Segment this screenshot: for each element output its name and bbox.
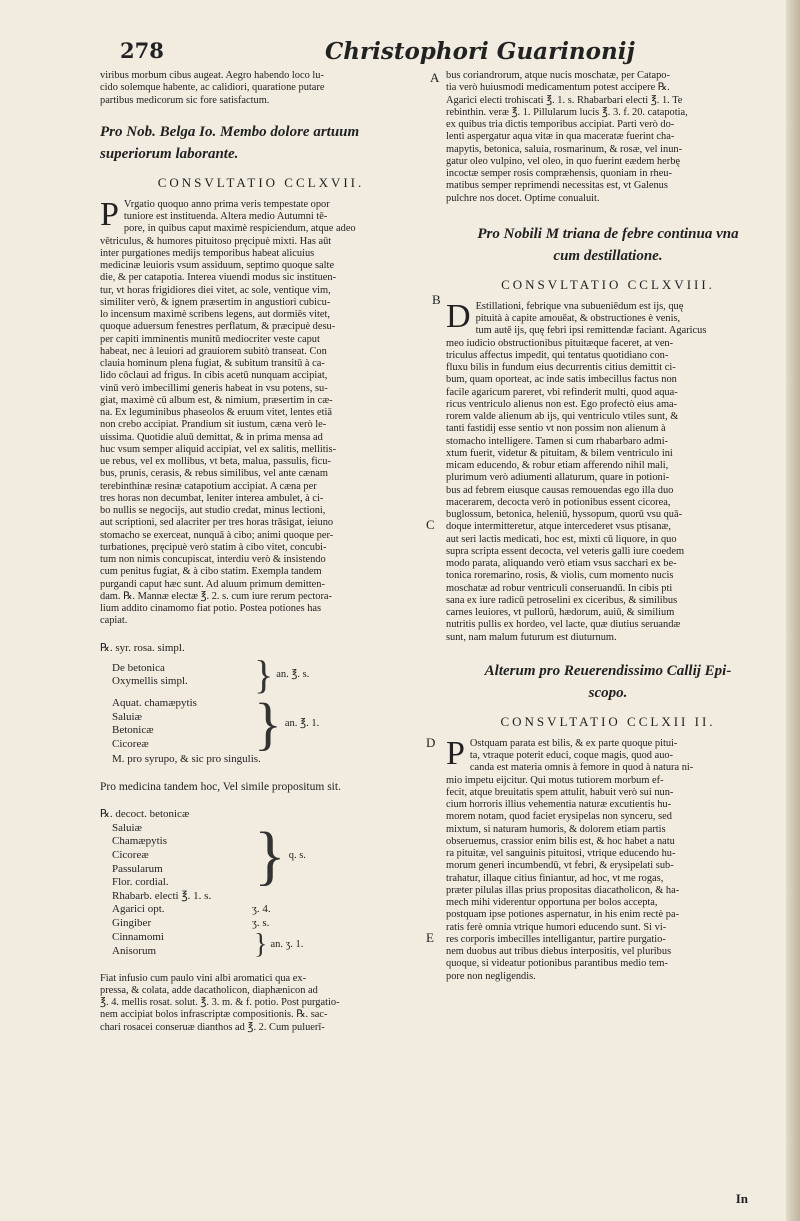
text-line: lium addito cinamomo fiat potio. Postea potiones has <box>100 603 322 614</box>
recipe-ingredient: Rhabarb. electi ℥. 1. s. <box>112 889 212 902</box>
text-line: plurimum verò adiumenti allaturum, quare in potioni- <box>446 472 670 484</box>
text-line: tum non nimis concupiscat, interdiu verò & insistendo <box>100 554 326 565</box>
text-line: chari rosacei conseruæ dianthos ad ℥. 2. Cum puluerī- <box>100 1021 325 1033</box>
text-line: medicinæ leuioris vsum assiduum, septimo quoque salte <box>100 260 335 271</box>
text-line: carnes leuiores, vt pullorū, hædorum, auiū, & similium <box>446 607 675 618</box>
text-line: quoque aduersum fenestres perflatum, & præcipuè desu- <box>100 321 336 333</box>
text-line: modo parata, aliquando verò etiam vsus sacchari ex be- <box>446 558 677 569</box>
text-line: Pro Nob. Belga Io. Membo dolore artuum <box>100 123 360 140</box>
recipe-ingredient: Betonicæ <box>112 724 154 737</box>
paragraph-2: Pro medicina tandem hoc, Vel simile propositum sit. <box>100 780 341 793</box>
text-line: pore, in quibus caput maximè respiciendum, atque adeo <box>123 223 356 235</box>
consultation-title-3: CONSVLTATIO CCLXII II. <box>500 713 716 729</box>
text-line: mapytis, betonica, saluia, rosmarinum, & rosæ, vel inun- <box>446 143 683 155</box>
recipe-1-group-2-items <box>112 697 252 751</box>
text-line: mech mihi viderentur opportuna per bolos accepta, <box>446 897 658 908</box>
text-line: huc vsum semper aliquid accipiat, vel ex salitis, mellitis- <box>100 443 337 455</box>
text-line: fecit, atque breuitatis spem attulit, habuit verò sui nun- <box>446 786 674 798</box>
recipe-1-last: M. pro syrupo, & sic pro singulis. <box>112 753 261 766</box>
recipe-1-group-1-items <box>112 662 252 689</box>
text-line: cido solemque habente, ac calidiori, quaratione putare <box>100 82 325 94</box>
text-line: scopo. <box>588 684 628 701</box>
right-column <box>446 70 770 983</box>
text-line: incoctæ semper rosis compræhensis, quoniam in rheu- <box>446 168 672 179</box>
recipe-2-items <box>112 890 422 931</box>
text-line: nutritis pullis ex hordeo, vel lacte, quæ diutius seruandæ <box>446 619 681 631</box>
text-line: micam educendo, & robur etiam afferendo nihil mali, <box>446 460 669 471</box>
margin-marker-c: C <box>426 517 435 532</box>
text-line: Fiat infusio cum paulo vini albi aromatici qua ex- <box>100 972 307 984</box>
text-line: uissima. Quotidie aluū demittat, & in prima mensa ad <box>100 431 323 443</box>
text-line: bus, prunis, cerasis, & rebus similibus, vel ante cænam <box>100 468 328 480</box>
brace-icon: } <box>254 928 268 960</box>
text-line: bum, quam oporteat, ac inde satis imbecillus factus non <box>446 374 677 386</box>
text-line: facile agaricum pareret, vbi refinderit multi, quod aqua- <box>446 386 678 398</box>
recipe-1-group-2-qty: an. ℥. 1. <box>284 718 320 730</box>
text-line: bo nullis se negocijs, aut studio credat, minus lectioni, <box>100 505 326 516</box>
text-line: pulchre nos docet. Optime conualuit. <box>446 192 600 204</box>
recipe-ingredient: Cicoreæ <box>112 849 149 862</box>
text-line: tanti fastidij esse sentio vt non possim non alienum à <box>446 423 666 435</box>
recipe-1 <box>100 642 422 767</box>
brace-icon: } <box>254 818 286 892</box>
recipe-2-group-2-qty: an. ʒ. 1. <box>270 938 304 950</box>
consultation-title-1: CONSVLTATIO CCLXVII. <box>157 174 365 190</box>
text-line: pituità à capite amouēat, & obstructiones è venis, <box>475 313 681 324</box>
text-line: lo incensum maximè scribens legens, aut dormiēs vitet, <box>100 309 330 320</box>
text-line: na. Ex leguminibus phaseolos & eruum vitet, lentes etiā <box>100 407 333 418</box>
recipe-2-group-1-qty: q. s. <box>288 850 306 862</box>
recipe-2-group-2 <box>112 928 422 960</box>
right-paragraph-1 <box>446 70 770 205</box>
text-line: morum generi incumbendū, vt febri, & erysipelati sub- <box>446 860 674 872</box>
text-line: dam. ℞. Mannæ electæ ℥. 2. s. cum iure rerum pectora- <box>100 590 333 602</box>
text-line: Vrgatio quoquo anno prima veris tempestate opor <box>123 198 330 210</box>
paragraph-3 <box>100 973 422 1034</box>
recipe-ingredient: Saluiæ <box>112 710 142 723</box>
recipe-ingredient: Cinnamomi <box>112 931 164 944</box>
text-line: præter pilulas illas prius propositas diacatholicon, & ha- <box>446 884 680 896</box>
text-line: quoque, si videatur potionibus parantibus medio tem- <box>446 958 668 970</box>
recipe-ingredient: Gingiber <box>112 917 152 930</box>
text-line: triculus affectus impedit, qui tentatus quotidiano con- <box>446 349 669 361</box>
text-line: gatur oleo vulpino, vel oleo, in quo fuerint eædem herbę <box>446 155 681 167</box>
text-line: terebinthinæ resinæ catapotium accipiat. A cæna per <box>100 480 317 492</box>
left-intro-paragraph <box>100 70 422 107</box>
consultation-body-1 <box>100 195 422 628</box>
text-line: lido cōclaui ad frigus. In cibis acetū nunquam accipiat, <box>100 370 328 382</box>
text-line: mixtum, si naturam humoris, & dolorem etiam partis <box>446 823 666 835</box>
page-number: 278 <box>120 38 164 63</box>
right-paragraph-3 <box>446 734 770 983</box>
consultation-body-2 <box>446 297 770 644</box>
text-line: giat, maximè cū album est, & nimium, præsertim in cæ- <box>100 394 333 406</box>
text-line: pressa, & colata, adde dacatholicon, diaphænicon ad <box>100 984 318 996</box>
recipe-ingredient: Flor. cordial. <box>112 876 169 889</box>
recipe-2 <box>100 808 422 958</box>
drop-cap-2: D <box>446 297 471 335</box>
recipe-2-group-2-items <box>112 931 252 958</box>
text-line: nem duobus aut tribus diebus interpositis, vel pluribus <box>446 946 672 957</box>
text-line: obseruemus, crassior enim bilis est, & hoc habet a natu <box>446 835 675 847</box>
text-line: habeat, nec à leuiori ad grauiorem subitò transeat. Con <box>100 345 327 357</box>
text-line: cium horroris illius vehementia naturæ excutientis hu- <box>446 799 672 810</box>
text-line: pore non negligendis. <box>446 970 536 982</box>
consultation-body-3 <box>446 734 770 983</box>
text-line: tuniore est instituenda. Altera medio Autumni tē- <box>123 211 328 222</box>
text-line: tia verò huiusmodi medicamentum potest accipere ℞. <box>446 82 670 94</box>
text-line: ricus ventriculo alienus non est. Ego profectò eius ama- <box>446 398 678 410</box>
catchword: In <box>735 1191 748 1206</box>
text-line: purgandi caput hæc sunt. Ad aluum primum demitten- <box>100 578 325 590</box>
text-line: tur, vt horas frigidiores diei vitet, ac sole, ventique vim, <box>100 284 331 296</box>
text-line: ex quibus tria dictis temporibus accipiat. Parti verò do- <box>446 119 675 130</box>
text-line: res corporis imbecilles intelligantur, partire purgatio- <box>446 933 666 945</box>
recipe-2-group-1-items <box>112 822 252 890</box>
brace-icon: } <box>254 652 274 698</box>
text-line: supra scripta essent decocta, vel veteris galli iure coedem <box>446 545 685 557</box>
text-line: rebinthin. veræ ℥. 1. Pillularum lucis ℥. 3. f. 20. catapotia, <box>446 106 688 118</box>
text-line: non crebo accipiat. Prandium sit iustum, cæna verò le- <box>100 419 327 431</box>
recipe-ingredient-row <box>112 917 422 931</box>
running-title: Christophori Guarinonij <box>325 38 635 65</box>
recipe-2-rx: ℞. decoct. betonicæ <box>100 808 190 821</box>
recipe-1-group-2 <box>112 691 422 757</box>
text-line: stomacho se exerceat, nunquā à cibo; animi quoque per- <box>100 529 334 541</box>
text-line: lenti aspergatur aqua vitæ in qua maceratæ fuerint cha- <box>446 131 675 143</box>
text-line: Estillationi, febrique vna subueniēdum est ijs, quę <box>475 300 684 312</box>
recipe-ingredient: Saluiæ <box>112 821 142 834</box>
text-line: doque intermitteretur, atque intercederet vsus ptisanæ, <box>446 521 671 533</box>
recipe-ingredient: Chamæpytis <box>112 835 168 848</box>
text-line: ra pituitæ, vel sanguinis pituitosi, vtrique educendo hu- <box>446 848 676 859</box>
text-line: ta, vtraque poterit educi, coque magis, quod auo- <box>469 750 674 761</box>
text-line: Agarici electi trohiscati ℥. 1. s. Rhabarbari electi ℥. 1. Te <box>446 94 683 106</box>
recipe-ingredient-row <box>112 890 422 904</box>
page-header <box>120 38 760 70</box>
text-line: nem accipiat bolos infrascriptæ compositionis. ℞. sac- <box>100 1009 328 1021</box>
text-line: ue rebus, vel ex mollibus, vt beta, malua, passulis, ficu- <box>100 456 331 467</box>
text-line: fluxu bilis in fundum eius decurrentis citius demittit ci- <box>446 362 676 373</box>
text-line: sana ex iure radicū petroselini ex ciceribus, & similibus <box>446 594 678 606</box>
text-line: cum penitus fugiat, & à cibo statim. Exempla tandem <box>100 566 322 578</box>
text-line: Pro Nobili M triana de febre continua vna <box>477 225 739 242</box>
text-line: meo iudicio obstructionibus pituitæque faceret, at ven- <box>446 337 674 349</box>
text-line: trahatur, illaque citius finiantur, ad hoc, vt me rogas, <box>446 872 664 884</box>
text-line: buglossum, betonica, heleniū, hyssopum, quorū vsu quā- <box>446 509 683 520</box>
text-line: aut scriptioni, sed alacriter per tres horas trāsigat, ieiuno <box>100 517 334 529</box>
text-line: canda est materia omnis à femore in quod à natura ni- <box>469 762 694 774</box>
recipe-1-group-1-qty: an. ℥. s. <box>276 669 310 681</box>
drop-cap-3: P <box>446 734 465 772</box>
recipe-ingredient: Cicoreæ <box>112 737 149 750</box>
margin-marker-d: D <box>426 735 436 750</box>
text-line: superiorum laborante. <box>100 145 239 162</box>
recipe-1-group-1 <box>112 652 422 698</box>
recipe-ingredient: Anisorum <box>112 944 156 957</box>
text-line: matibus semper reprimendi necessitas est, vt Galenus <box>446 180 668 192</box>
text-line: macerarem, decocta verò in potionibus essent cicorea, <box>446 496 671 508</box>
text-line: bus ad febrem eiusque causas remouendas ego illa duo <box>446 484 674 496</box>
drop-cap-1: P <box>100 195 119 233</box>
left-column <box>100 70 422 1034</box>
text-line: postquam ipse potiones aspernatur, in his enim rectè pa- <box>446 909 680 921</box>
consultation-heading-1 <box>100 121 422 165</box>
text-line: per capiti imminentis munitū mediocriter veste caput <box>100 333 320 345</box>
text-line: partibus medicorum sic fore satisfactum. <box>100 94 270 106</box>
text-line: tum autē ijs, quę febri ipsi remittendæ faciant. Agaricus <box>475 325 707 337</box>
text-line: aut seri lactis medicati, hoc est, mixti cū liquore, in quo <box>446 533 677 545</box>
text-line: tonica roremarino, rosis, & violis, cum momento nucis <box>446 570 674 582</box>
text-line: viribus morbum cibus augeat. Aegro habendo loco lu- <box>100 70 324 81</box>
text-line: tres horas non decumbat, leniter interea ambulet, à ci- <box>100 492 324 504</box>
brace-icon: } <box>254 691 282 757</box>
text-line: bus coriandrorum, atque nucis moschatæ, per Catapo- <box>446 70 670 81</box>
text-line: die, & per catapotia. Interea viuendi modus sic instituen- <box>100 272 337 284</box>
text-line: inter purgationes medijs temporibus habeat alicuius <box>100 247 315 259</box>
recipe-ingredient: Oxymellis simpl. <box>112 675 188 688</box>
recipe-ingredient: Aquat. chamæpytis <box>112 696 197 709</box>
right-paragraph-2 <box>446 297 770 644</box>
text-line: vinū verò imbecillimi generis habeat in vsu potens, su- <box>100 382 328 394</box>
recipe-ingredient: De betonica <box>112 661 165 674</box>
text-line: Ostquam parata est bilis, & ex parte quoque pitui- <box>469 737 678 749</box>
recipe-1-rx: ℞. syr. rosa. simpl. <box>100 641 185 654</box>
text-line: turbationes, pręcipuè verò statim à cibo vitet, concubi- <box>100 541 327 553</box>
recipe-ingredient: Agarici opt. <box>112 903 165 916</box>
text-line: stomacho intelligere. Tamen si cum rhabarbaro admi- <box>446 435 669 447</box>
text-line: ℥. 4. mellis rosat. solut. ℥. 3. m. & f. potio. Post purgatio- <box>100 997 340 1009</box>
recipe-quantity: ʒ. 4. <box>252 903 271 916</box>
text-line: cum destillatione. <box>553 247 663 264</box>
consultation-title-2: CONSVLTATIO CCLXVIII. <box>501 276 715 292</box>
text-line: capiat. <box>100 615 128 627</box>
recipe-2-group-1 <box>112 818 422 892</box>
page-edge <box>786 0 800 1221</box>
text-line: xtum fuerit, videtur & pituitam, & bilem ventriculo ini <box>446 447 673 459</box>
margin-marker-e: E <box>426 930 434 945</box>
text-line: Alterum pro Reuerendissimo Callij Epi- <box>484 662 732 679</box>
text-line: clauia hominum plena fugiat, & subitum transitū à ca- <box>100 358 325 369</box>
text-line: rorem valde alienum ab ijs, qui ventriculo vtiles sunt, & <box>446 411 679 422</box>
recipe-ingredient-row <box>112 903 422 917</box>
consultation-heading-3 <box>446 660 770 704</box>
text-line: sunt, nam malum futurum est diuturnum. <box>446 631 617 643</box>
text-line: morem notam, quod faciet erysipelas non synceru, sed <box>446 811 672 823</box>
recipe-ingredient: Passularum <box>112 862 163 875</box>
text-line: ratis ferè omnia vtrique humori educendo sunt. Si vi- <box>446 921 667 933</box>
text-line: vētriculus, & humores pituitoso pręcipuè mixti. Has aūt <box>100 235 332 247</box>
text-line: moschatæ ad robur ventriculi conseruandū. In cibis pti <box>446 582 673 594</box>
consultation-heading-2 <box>446 223 770 267</box>
recipe-quantity: ʒ. s. <box>252 917 270 930</box>
text-line: similiter verò, & ignem præsertim in angustiori cubicu- <box>100 296 331 308</box>
text-line: mio impetu eijcitur. Qui motus tutiorem morbum ef- <box>446 774 664 786</box>
margin-marker-b: B <box>432 292 441 307</box>
margin-marker-a: A <box>430 70 440 85</box>
paragraph-1 <box>100 195 422 628</box>
